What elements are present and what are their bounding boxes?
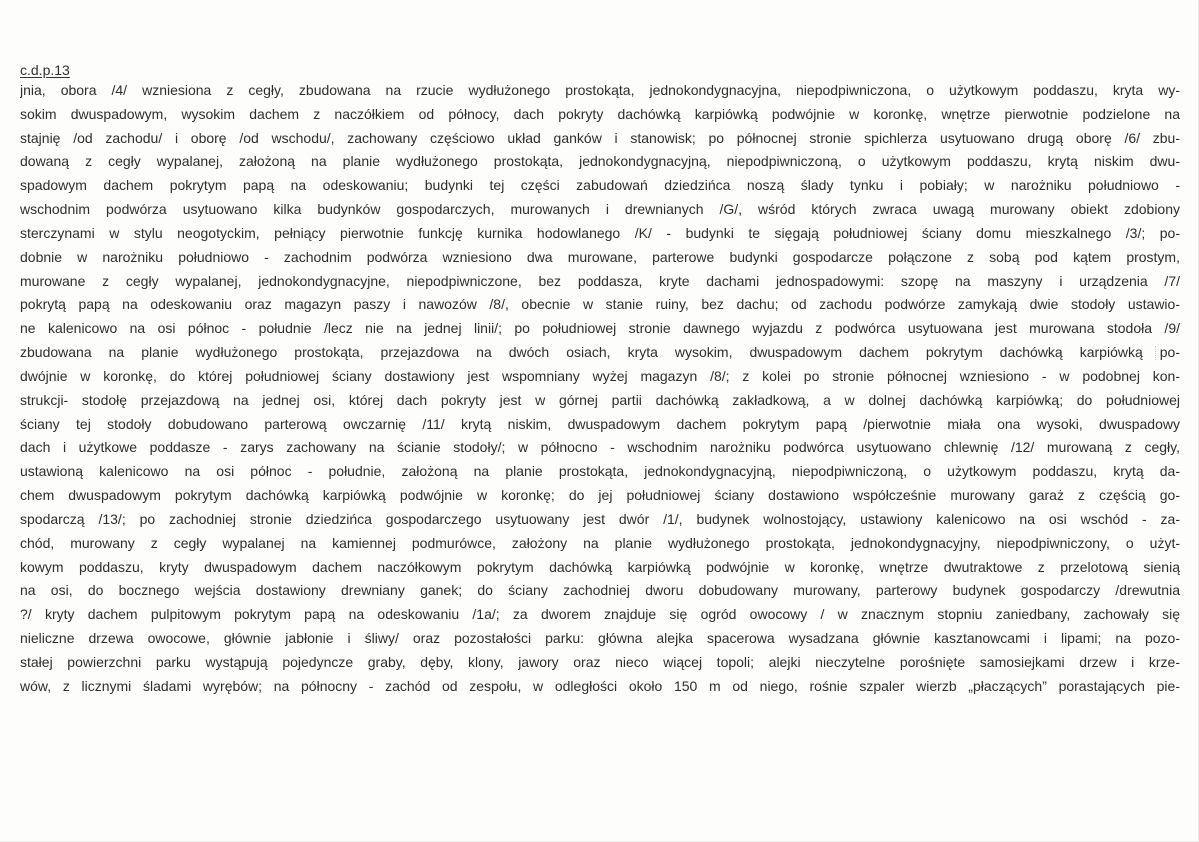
text-line: dach i użytkowe poddasze - zarys zachowany na ścianie stodoły/; w północno - wschodnim narożniku podwórca usytuowano chlewnię /12/ murowaną z cegły,: [20, 439, 1180, 456]
text-line: dwójnie w koronkę, do której południowej ściany dostawiony jest wspomniany wyżej magazyn /8/; z kolei po stronie północnej wzniesiono - w podobnej kon-: [20, 367, 1180, 384]
text-line: nieliczne drzewa owocowe, głównie jabłonie i śliwy/ oraz pozostałości parku: główna alejka spacerowa wysadzana głównie kasztanowcami i lipami; na pozo-: [20, 630, 1180, 647]
text-line: ustawioną kalenicowo na osi północ - południe, założoną na planie prostokąta, jednokondygnacyjną, niepodpiwniczoną, o użytkowym poddaszu, krytą da-: [20, 463, 1180, 480]
text-line: ściany tej stodoły dobudowano parterową owczarnię /11/ krytą niskim, dwuspadowym dachem pokrytym papą /pierwotnie miała ona wysoki, dwuspadowy: [20, 415, 1180, 432]
text-line: ?/ kryty dachem pulpitowym pokrytym papą na odeskowaniu /1a/; za dworem znajduje się ogród owocowy / w znacznym stopniu zaniedbany, zachowały się: [20, 606, 1180, 623]
text-line: na osi, do bocznego wejścia dostawiony drewniany ganek; do ściany zachodniej dworu dobudowany murowany, parterowy budynek gospodarczy /drewutnia: [20, 582, 1180, 599]
text-line: kowym poddaszu, kryty dwuspadowym dachem naczółkowym pokrytym dachówką karpiówką podwójnie w koronkę, wnętrze dwutraktowe z przelotową sienią: [20, 558, 1180, 575]
text-line: dobnie w narożniku południowo - zachodnim podwórza wzniesiono dwa murowane, parterowe budynki gospodarcze połączone z sobą pod kątem prostym,: [20, 248, 1180, 265]
text-line: spodarczą /13/; po zachodniej stronie dziedzińca gospodarczego usytuowany jest dwór /1/, budynek wolnostojący, ustawiony kalenicowo na osi wschód - za-: [20, 510, 1180, 527]
text-line: wów, z licznymi śladami wyrębów; na północny - zachód od zespołu, w odległości około 150 m od niego, rośnie szpaler wierzb „płaczących” porastających pie-: [20, 677, 1180, 694]
text-line: sterczynami w stylu neogotyckim, pełniący pierwotnie funkcję kurnika hodowlanego /K/ - budynki te sięgają południowej ściany domu mieszkalnego /3/; po-: [20, 224, 1180, 241]
text-line: strukcji- stodołę przejazdową na jednej osi, której dach pokryty jest w górnej partii dachówką zakładkową, a w dolnej dachówką karpiówką; do południowej: [20, 391, 1180, 408]
scan-artifact: [1155, 346, 1158, 360]
text-line: chem dwuspadowym pokrytym dachówką karpiówką podwójnie w koronkę; do jej południowej ściany dostawiono współcześnie murowany garaż z częścią go-: [20, 487, 1180, 504]
page-reference: c.d.p.13: [20, 62, 70, 78]
text-line: stajnię /od zachodu/ i oborę /od wschodu/, zachowany częściowo układ ganków i stanowisk; po północnej stronie spichlerza usytuowano drugą oborę /6/ zbu-: [20, 129, 1180, 146]
text-line: spadowym dachem pokrytym papą na odeskowaniu; budynki tej części zabudowań dziedzińca noszą ślady tynku i pobiały; w narożniku południowo -: [20, 177, 1180, 194]
text-line: murowane z cegły wypalanej, jednokondygnacyjne, niepodpiwniczone, bez poddasza, kryte dachami jednospadowymi: szopę na maszyny i urządzenia /7/: [20, 272, 1180, 289]
text-line: wschodnim podwórza usytuowano kilka budynków gospodarczych, murowanych i drewnianych /G/, wśród których zwraca uwagą murowany obiekt zdobiony: [20, 201, 1180, 218]
text-line: stałej powierzchni parku wystąpują pojedyncze graby, dęby, klony, jawory oraz nieco wiącej topoli; alejki nieczytelne porośnięte samosiejkami drzew i krze-: [20, 653, 1180, 670]
document-body: [20, 79, 1180, 699]
text-line: pokrytą papą na odeskowaniu oraz magazyn paszy i nawozów /8/, obecnie w stanie ruiny, bez dachu; od zachodu podwórze zamykają dwie stodoły ustawio-: [20, 296, 1180, 313]
text-line: zbudowana na planie wydłużonego prostokąta, przejazdowa na dwóch osiach, kryta wysokim, dwuspadowym dachem pokrytym dachówką karpiówką po-: [20, 344, 1180, 361]
text-line: sokim dwuspadowym, wysokim dachem z naczółkiem od północy, dach pokryty dachówką karpiówką podwójnie w koronkę, wnętrze pierwotnie podzielone na: [20, 105, 1180, 122]
text-line: dowaną z cegły wypalanej, założoną na planie wydłużonego prostokąta, jednokondygnacyjną, niepodpiwniczoną, o użytkowym poddaszu, krytą niskim dwu-: [20, 153, 1180, 170]
text-line: ne kalenicowo na osi północ - południe /lecz nie na jednej linii/; po południowej stronie dawnego wyjazdu z podwórca usytuowana jest murowana stodoła /9/: [20, 320, 1180, 337]
text-line: chód, murowany z cegły wypalanej na kamiennej podmurówce, założony na planie wydłużonego prostokąta, jednokondygnacyjny, niepodpiwniczony, o użyt-: [20, 534, 1180, 551]
text-line: jnia, obora /4/ wzniesiona z cegły, zbudowana na rzucie wydłużonego prostokąta, jednokondygnacyjna, niepodpiwniczona, o użytkowym poddaszu, kryta wy-: [20, 82, 1180, 98]
